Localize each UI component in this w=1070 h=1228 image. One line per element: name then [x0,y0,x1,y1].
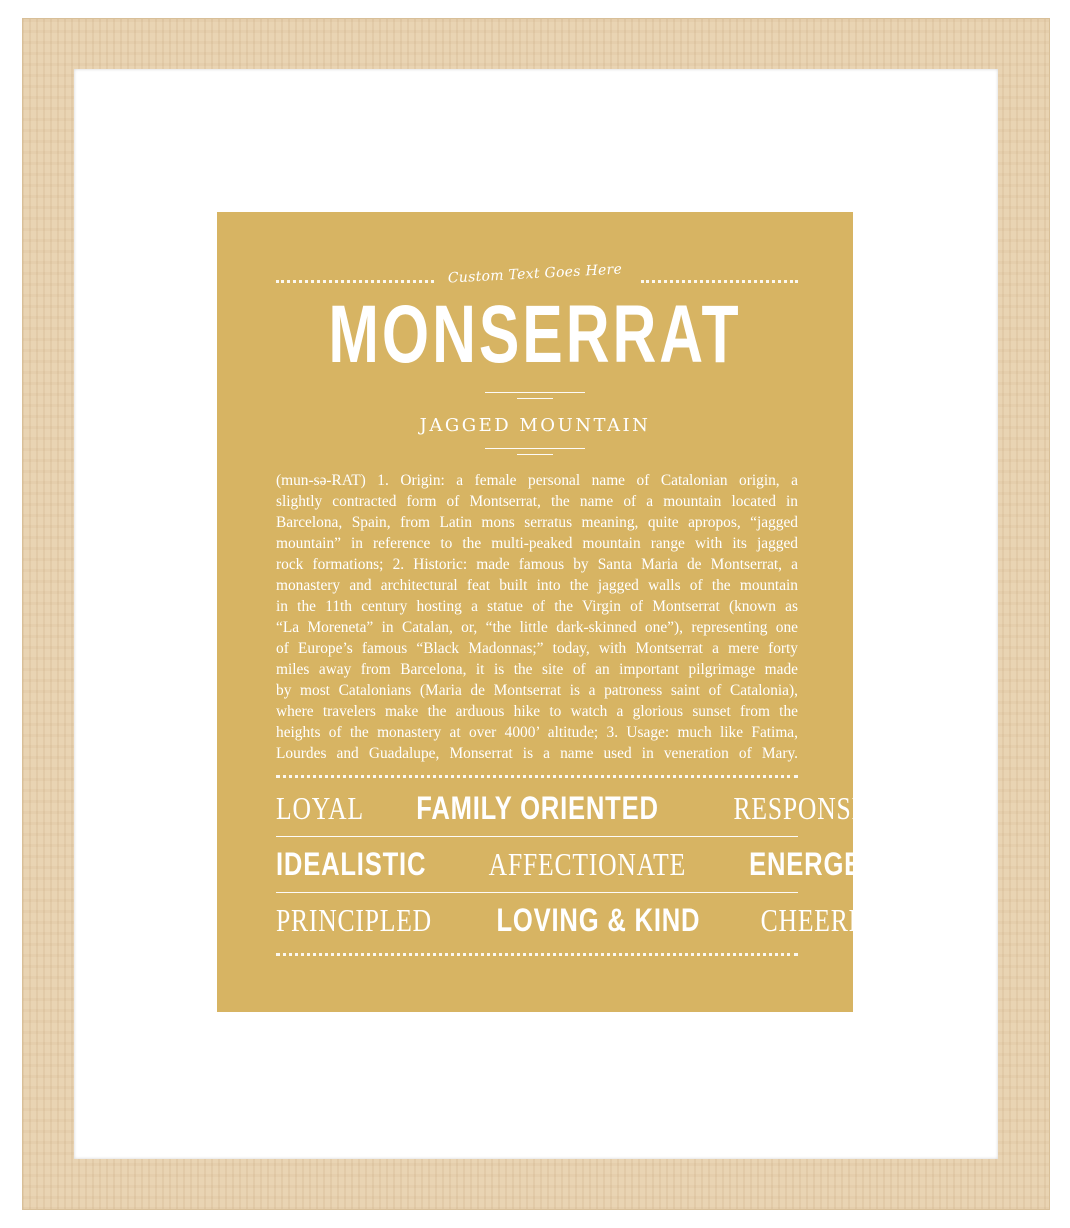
meaning-rule-bottom-2 [517,454,553,455]
definition-line: (mun-sə-RAT) 1. Origin: a female personal name of Catalonian origin, a [276,472,798,489]
custom-text: Custom Text Goes Here [447,261,623,287]
definition-line: heights of the monastery at over 4000’ altitude; 3. Usage: much like Fatima, [276,724,798,741]
traits-rule-2 [276,892,798,893]
trait: LOYAL [276,790,364,826]
meaning-rule-top-2 [517,398,553,399]
traits-dots-top [276,775,798,778]
definition-line: by most Catalonians (Maria de Montserrat is a patroness saint of Catalonia), [276,682,798,699]
definition-text [276,470,798,764]
traits-row-2 [276,846,907,882]
definition-line: in the 11th century hosting a statue of the Virgin of Montserrat (known as [276,598,798,615]
definition-line: Barcelona, Spain, from Latin mons serratus meaning, quite apropos, “jagged [276,514,798,531]
traits-row-1 [276,790,912,826]
definition-line: slightly contracted form of Montserrat, the name of a mountain located in [276,493,798,510]
definition-line: mountain” in reference to the multi-peaked mountain range with its jagged [276,535,798,552]
traits-dots-bottom [276,953,798,956]
trait: RESPONSIBLE [733,790,912,826]
trait: ENERGETIC [749,846,907,882]
trait: FAMILY ORIENTED [416,790,659,826]
definition-line: rock formations; 2. Historic: made famous by Santa Maria de Montserrat, a [276,556,798,573]
definition-line: miles away from Barcelona, it is the site of an important pilgrimage made [276,661,798,678]
definition-line: Lourdes and Guadalupe, Monserrat is a name used in veneration of Mary. [276,745,798,762]
meaning-rule-bottom [485,448,585,449]
trait: IDEALISTIC [276,846,427,882]
meaning-rule-top [485,392,585,393]
top-dots-right [641,280,798,283]
trait: CHEERFUL [760,902,900,938]
definition-line: “La Moreneta” in Catalan, or, “the little dark-skinned one”), representing one [276,619,798,636]
trait: PRINCIPLED [276,902,432,938]
definition-line: monastery and architectural feat built into the jagged walls of the mountain [276,577,798,594]
trait: LOVING & KIND [496,902,701,938]
name-print [217,212,912,1012]
traits-row-3 [276,902,900,938]
name-meaning: JAGGED MOUNTAIN [419,415,651,436]
name-title: MONSERRAT [328,289,742,380]
trait: AFFECTIONATE [488,846,686,882]
definition-line: of Europe’s famous “Black Madonnas;” today, with Montserrat a mere forty [276,640,798,657]
traits-rule-1 [276,836,798,837]
definition-line: where travelers make the arduous hike to watch a glorious sunset from the [276,703,798,720]
